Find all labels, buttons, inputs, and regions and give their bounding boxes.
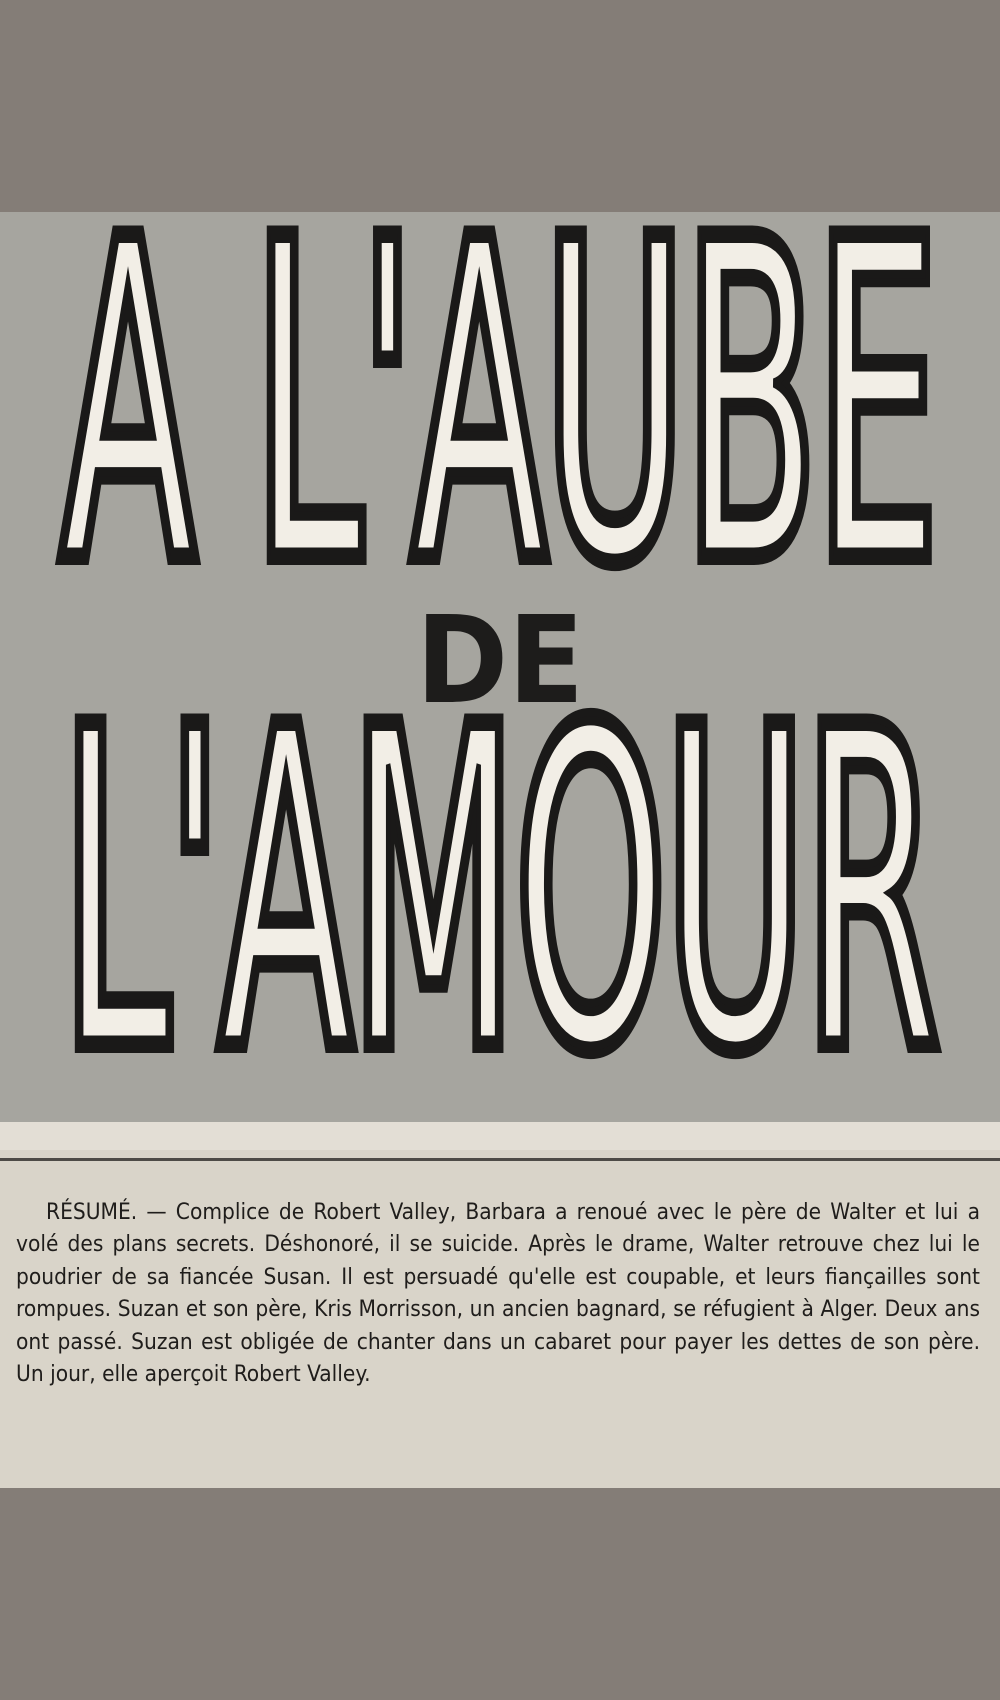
- magazine-page: [0, 212, 1000, 1488]
- paper-margin: [0, 1122, 1000, 1150]
- title-line-2: DE: [416, 592, 584, 731]
- summary-paragraph: RÉSUMÉ. — Complice de Robert Valley, Barbara a renoué avec le père de Walter et lui a volé des plans secrets. Déshonoré, il se suicide. Après le drame, Walter retrouve chez lui le poudrier de sa fiancée Susan. Il est persuadé qu'elle est coupable, et leurs fiançailles sont rompues. Suzan et son père, Kris Morrisson, un ancien bagnard, se réfugient à Alger. Deux ans ont passé. Suzan est obligée de chanter dans un cabaret pour payer les dettes de son père. Un jour, elle aperçoit Robert Valley.: [16, 1199, 980, 1388]
- title-block: [0, 212, 1000, 1122]
- title-line-3: L'AMOUR: [62, 642, 938, 1122]
- horizontal-rule: [0, 1158, 1000, 1161]
- title-line-3-inline: L'AMOUR: [62, 642, 938, 1122]
- title-line-1: A L'AUBE: [62, 212, 938, 654]
- title-line-1-inline: A L'AUBE: [62, 212, 938, 654]
- title-graphic: [0, 212, 1000, 1122]
